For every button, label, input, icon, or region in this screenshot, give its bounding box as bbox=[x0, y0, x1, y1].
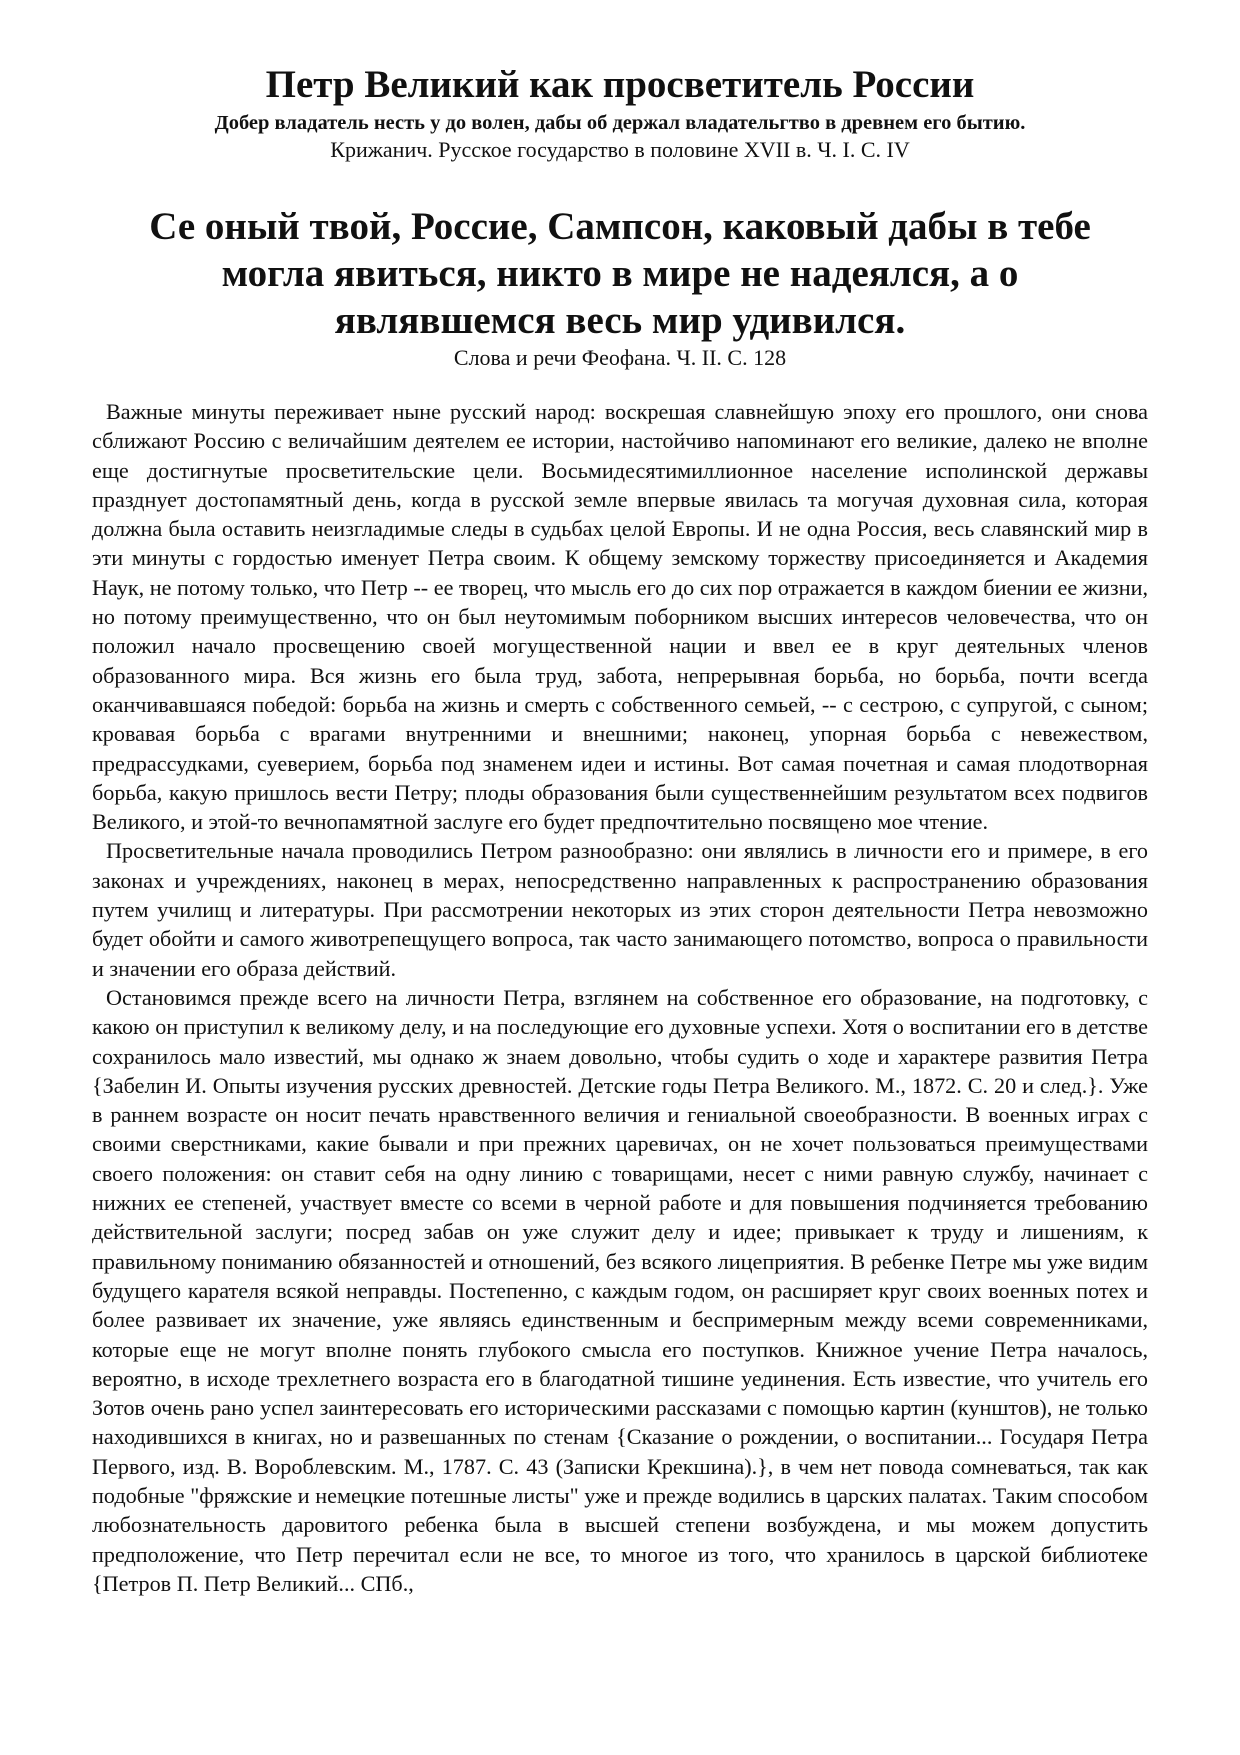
epigraph-2-line: могла явиться, никто в мире не надеялся, а о bbox=[221, 252, 1019, 295]
epigraph-1-source: Крижанич. Русское государство в половине XVII в. Ч. I. С. IV bbox=[330, 137, 910, 162]
epigraph-2-text bbox=[0, 203, 1240, 344]
epigraph-2-line: Се оный твой, Россие, Сампсон, каковый дабы в тебе bbox=[149, 205, 1091, 248]
epigraph-2-line: являвшемся весь мир удивился. bbox=[334, 299, 906, 342]
document-title: Петр Великий как просветитель России bbox=[265, 63, 975, 106]
epigraph-1-text: Добер владатель несть у до волен, дабы об держал владательгтво в древнем его бытию. bbox=[214, 112, 1026, 134]
paragraph: Остановимся прежде всего на личности Петра, взглянем на собственное его образование, на подготовку, с какою он приступил к великому делу, и на последующие его духовные успехи. Хотя о воспитании его в детстве сохранилось мало известий, мы однако ж знаем довольно, чтобы судить о ходе и характере развития Петра {Забелин И. Опыты изучения русских древностей. Детские годы Петра Великого. М., 1872. С. 20 и след.}. Уже в раннем возрасте он носит печать нравственного величия и гениальной своеобразности. В военных играх с своими сверстниками, какие бывали и при прежних царевичах, он не хочет пользоваться преимуществами своего положения: он ставит себя на одну линию с товарищами, несет с ними равную службу, начинает с нижних ее степеней, участвует вместе со всеми в черной работе и для повышения подчиняется требованию действительной заслуги; посред забав он уже служит делу и идее; привыкает к труду и лишениям, к правильному пониманию обязанностей и отношений, без всякого лицеприятия. В ребенке Петре мы уже видим будущего карателя всякой неправды. Постепенно, с каждым годом, он расширяет круг своих военных потех и более развивает их значение, уже являясь единственным и беспримерным между всеми современниками, которые еще не могут вполне понять глубокого смысла его поступков. Книжное учение Петра началось, вероятно, в исходе трехлетнего возраста его в благодатной тишине уединения. Есть известие, что учитель его Зотов очень рано успел заинтересовать его историческими рассказами с помощью картин (кунштов), не только находившихся в книгах, но и развешанных по стенам {Сказание о рождении, о воспитании... Государя Петра Первого, изд. В. Вороблевским. М., 1787. С. 43 (Записки Крекшина).}, в чем нет повода сомневаться, так как подобные "фряжские и немецкие потешные листы" уже и прежде водились в царских палатах. Таким способом любознательность даровитого ребенка была в высшей степени возбуждена, и мы можем допустить предположение, что Петр перечитал если не все, то многое из того, что хранилось в царской библиотеке {Петров П. Петр Великий... СПб., bbox=[92, 984, 1148, 1596]
epigraph-2-source: Слова и речи Феофана. Ч. II. С. 128 bbox=[453, 345, 787, 370]
paragraph: Просветительные начала проводились Петром разнообразно: они являлись в личности его и примере, в его законах и учреждениях, наконец в мерах, непосредственно направленных к распространению образования путем училищ и литературы. При рассмотрении некоторых из этих сторон деятельности Петра невозможно будет обойти и самого животрепещущего вопроса, так часто занимающего потомство, вопроса о правильности и значении его образа действий. bbox=[92, 838, 1148, 981]
body-text bbox=[92, 397, 1148, 1598]
paragraph: Важные минуты переживает ныне русский народ: воскрешая славнейшую эпоху его прошлого, они снова сближают Россию с величайшим деятелем ее истории, настойчиво напоминают его великие, далеко не вполне еще достигнутые просветительские цели. Восьмидесятимиллионное население исполинской державы празднует достопамятный день, когда в русской земле впервые явилась та могучая духовная сила, которая должна была оставить неизгладимые следы в судьбах целой Европы. И не одна Россия, весь славянский мир в эти минуты с гордостью именует Петра своим. К общему земскому торжеству присоединяется и Академия Наук, не потому только, что Петр -- ее творец, что мысль его до сих пор отражается в каждом биении ее жизни, но потому преимущественно, что он был неутомимым поборником высших интересов человечества, что он положил начало просвещению своей могущественной нации и ввел ее в круг деятельных членов образованного мира. Вся жизнь его была труд, забота, непрерывная борьба, но борьба, почти всегда оканчивавшаяся победой: борьба на жизнь и смерть с собственного семьей, -- с сестрою, с супругой, с сыном; кровавая борьба с врагами внутренними и внешними; наконец, упорная борьба с невежеством, предрассудками, суеверием, борьба под знаменем идеи и истины. Вот самая почетная и самая плодотворная борьба, какую пришлось вести Петру; плоды образования были существеннейшим результатом всех подвигов Великого, и этой-то вечнопамятной заслуге его будет предпочтительно посвящено мое чтение. bbox=[92, 399, 1148, 835]
